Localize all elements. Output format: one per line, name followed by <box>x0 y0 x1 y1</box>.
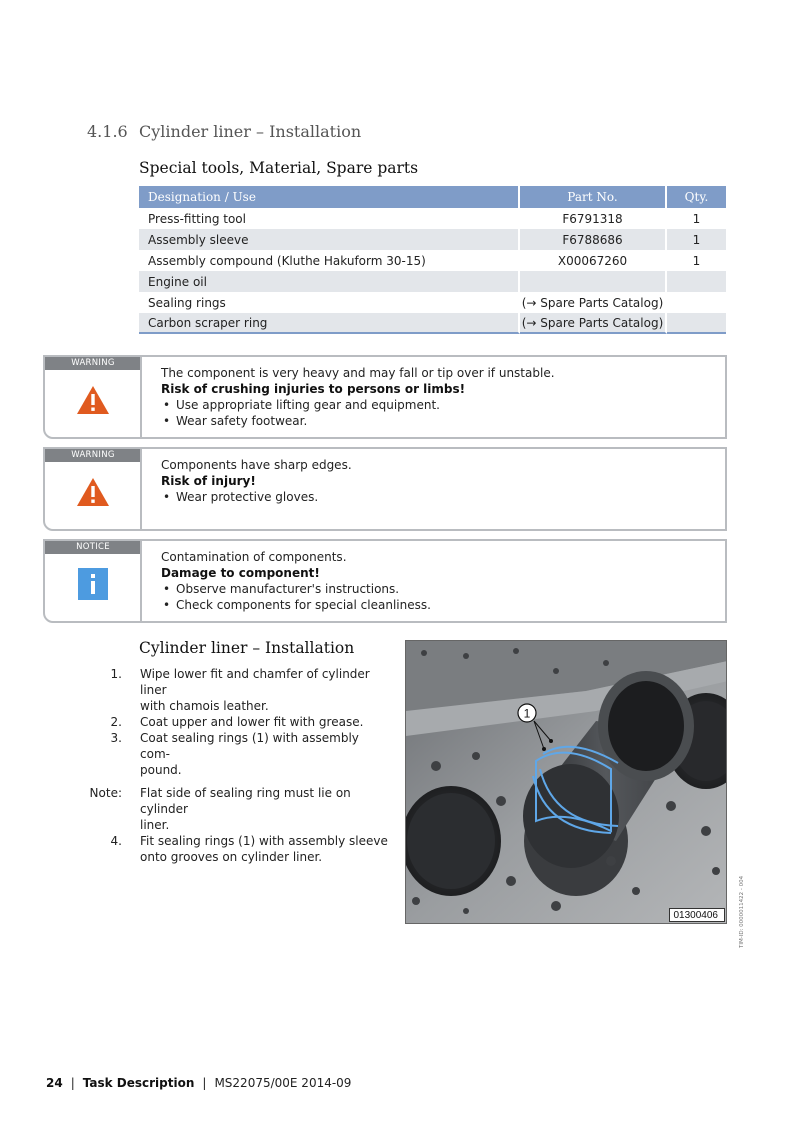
cell-qty: 1 <box>692 253 701 268</box>
footer-doc: MS22075/00E 2014-09 <box>214 1076 352 1090</box>
notice-risk: Risk of injury! <box>161 474 256 488</box>
table-row <box>139 250 726 271</box>
cell-qty: 1 <box>692 211 701 226</box>
cell-designation: Sealing rings <box>139 292 520 313</box>
step-number: 2. <box>110 715 122 729</box>
cell-qty <box>667 271 726 292</box>
cell-designation: Carbon scraper ring <box>139 313 520 334</box>
step-line: Flat side of sealing ring must lie on cylinder <box>140 786 351 816</box>
step-line: pound. <box>140 763 182 777</box>
step-number: 3. <box>110 731 122 745</box>
notice-bullets <box>161 397 555 429</box>
cell-part-no: F6788686 <box>520 229 667 250</box>
step-item <box>88 730 388 778</box>
table-row <box>139 229 726 250</box>
cylinder-liner-figure <box>405 640 727 924</box>
notice-risk: Damage to component! <box>161 566 320 580</box>
notice-bullets <box>161 581 431 613</box>
callout-number: 1 <box>523 706 531 721</box>
notice-text <box>161 549 431 613</box>
tim-id: TIM-ID: 0000011422 - 004 <box>739 875 745 948</box>
info-icon <box>78 568 108 604</box>
list-item: • Wear safety footwear. <box>161 413 555 429</box>
figure-code: 01300406 <box>669 908 726 922</box>
cell-part-no: (→ Spare Parts Catalog) <box>520 292 667 313</box>
note-label: Note: <box>89 786 122 800</box>
parts-table <box>139 186 726 334</box>
list-item: • Use appropriate lifting gear and equipment. <box>161 397 555 413</box>
step-line: liner. <box>140 818 170 832</box>
notice-label: WARNING <box>45 357 141 370</box>
warning-triangle-icon <box>76 477 110 511</box>
section-title: Cylinder liner – Installation <box>139 122 362 141</box>
notice-box-contamination <box>43 539 727 623</box>
warning-triangle-icon <box>76 385 110 419</box>
cell-part-no: F6791318 <box>520 208 667 229</box>
cell-qty <box>667 292 726 313</box>
list-item: • Observe manufacturer's instructions. <box>161 581 431 597</box>
footer-section: Task Description <box>82 1076 195 1090</box>
cell-part-no: X00067260 <box>520 250 667 271</box>
warning-box-heavy-component <box>43 355 727 439</box>
step-number: 1. <box>110 667 122 681</box>
step-item <box>88 714 388 730</box>
notice-description: Components have sharp edges. <box>161 458 352 472</box>
notice-divider <box>140 541 142 621</box>
step-line: onto grooves on cylinder liner. <box>140 850 323 864</box>
section-number: 4.1.6 <box>87 122 128 141</box>
step-line: Wipe lower fit and chamfer of cylinder liner <box>140 667 370 697</box>
step-line: Coat upper and lower fit with grease. <box>140 715 364 729</box>
step-number: 4. <box>110 834 122 848</box>
notice-description: Contamination of components. <box>161 550 347 564</box>
header-part-no: Part No. <box>520 186 667 208</box>
cell-designation: Assembly compound (Kluthe Hakuform 30-15) <box>139 250 520 271</box>
cell-qty <box>667 313 726 334</box>
step-line: with chamois leather. <box>140 699 269 713</box>
table-row <box>139 271 726 292</box>
cell-designation: Engine oil <box>139 271 520 292</box>
notice-description: The component is very heavy and may fall or tip over if unstable. <box>161 366 555 380</box>
cell-part-no <box>520 271 667 292</box>
step-line: Fit sealing rings (1) with assembly sleeve <box>140 834 388 848</box>
cell-qty: 1 <box>667 229 726 250</box>
step-item <box>88 666 388 714</box>
step-note <box>88 785 388 833</box>
page-number: 24 <box>46 1076 63 1090</box>
list-item: • Check components for special cleanliness. <box>161 597 431 613</box>
notice-text <box>161 457 352 505</box>
installation-title: Cylinder liner – Installation <box>139 639 355 657</box>
notice-divider <box>140 357 142 437</box>
cell-designation: Press-fitting tool <box>139 208 520 229</box>
notice-divider <box>140 449 142 529</box>
step-item <box>88 833 388 865</box>
notice-risk: Risk of crushing injuries to persons or limbs! <box>161 382 466 396</box>
cell-part-no: (→ Spare Parts Catalog) <box>520 313 667 334</box>
notice-bullets <box>161 489 352 505</box>
warning-box-sharp-edges <box>43 447 727 531</box>
notice-text <box>161 365 555 429</box>
table-header-row <box>139 186 726 208</box>
engine-block-illustration <box>406 641 727 924</box>
table-row <box>139 208 726 229</box>
header-designation: Designation / Use <box>139 186 520 208</box>
table-row <box>139 292 726 313</box>
side-identifier <box>739 872 751 948</box>
header-qty: Qty. <box>667 186 726 208</box>
special-tools-title: Special tools, Material, Spare parts <box>139 159 419 177</box>
cell-designation: Assembly sleeve <box>139 229 520 250</box>
step-line: Coat sealing rings (1) with assembly com- <box>140 731 359 761</box>
notice-label: NOTICE <box>45 541 141 554</box>
notice-label: WARNING <box>45 449 141 462</box>
page-footer: 24 | Task Description | MS22075/00E 2014-09 <box>46 1076 352 1090</box>
list-item: • Wear protective gloves. <box>161 489 352 505</box>
installation-steps <box>88 666 388 865</box>
section-heading <box>87 122 361 141</box>
table-row <box>139 313 726 334</box>
